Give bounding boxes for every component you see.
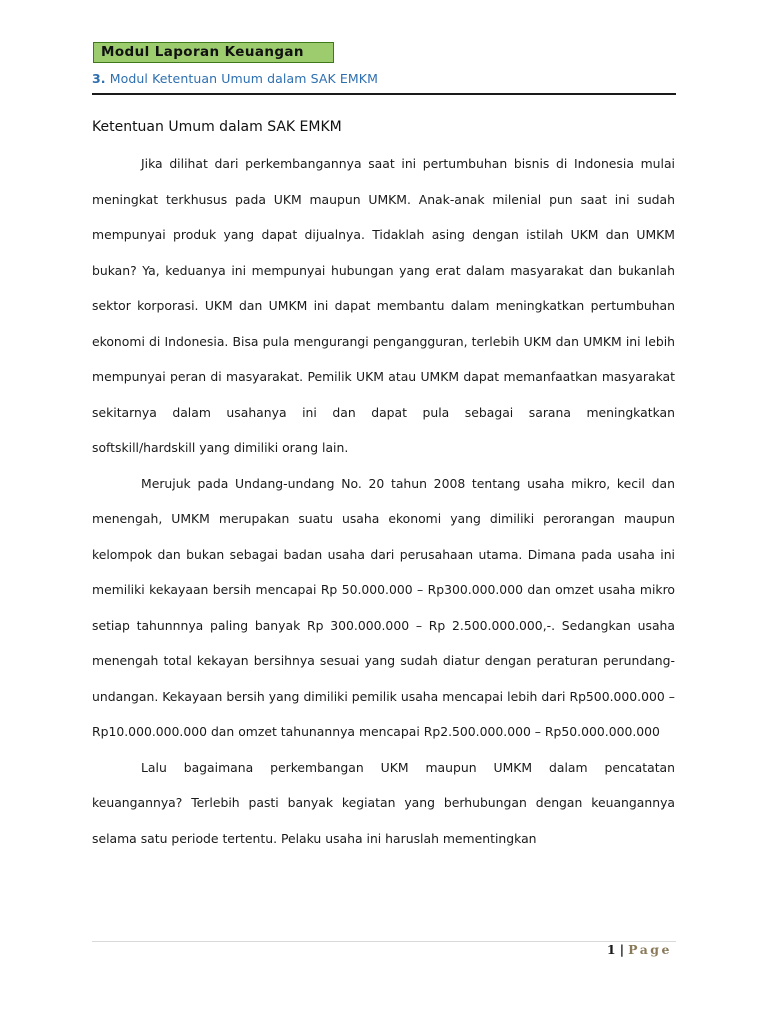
footer-divider <box>92 941 676 942</box>
paragraph: Merujuk pada Undang-undang No. 20 tahun 2008 tentang usaha mikro, kecil dan menengah, UMKM merupakan suatu usaha ekonomi yang dimiliki perorangan maupun kelompok dan bukan sebagai badan usaha dari perusahaan utama. Dimana pada usaha ini memiliki kekayaan bersih mencapai Rp 50.000.000 – Rp300.000.000 dan omzet usaha mikro setiap tahunnnya paling banyak Rp 300.000.000 – Rp 2.500.000.000,-. Sedangkan usaha menengah total kekayan bersihnya sesuai yang sudah diatur dengan peraturan perundang-undangan. Kekayaan bersih yang dimiliki pemilik usaha mencapai lebih dari Rp500.000.000 – Rp10.000.000.000 dan omzet tahunannya mencapai Rp2.500.000.000 – Rp50.000.000.000 <box>92 475 675 739</box>
page-footer <box>607 942 672 957</box>
page-number: 1 <box>606 942 616 957</box>
page-label: Page <box>628 942 672 957</box>
section-heading: Ketentuan Umum dalam SAK EMKM <box>92 119 342 135</box>
paragraph: Lalu bagaimana perkembangan UKM maupun UMKM dalam pencatatan keuangannya? Terlebih pasti banyak kegiatan yang berhubungan dengan keuangannya selama satu periode tertentu. Pelaku usaha ini haruslah mementingkan <box>92 759 675 846</box>
body-text <box>92 146 675 856</box>
section-title: Modul Ketentuan Umum dalam SAK EMKM <box>109 71 378 86</box>
module-title-tab: Modul Laporan Keuangan <box>93 42 334 63</box>
section-number: 3. <box>92 71 106 86</box>
paragraph: Jika dilihat dari perkembangannya saat ini pertumbuhan bisnis di Indonesia mulai meningkat terkhusus pada UKM maupun UMKM. Anak-anak milenial pun saat ini sudah mempunyai produk yang dapat dijualnya. Tidaklah asing dengan istilah UKM dan UMKM bukan? Ya, keduanya ini mempunyai hubungan yang erat dalam masyarakat dan bukanlah sektor korporasi. UKM dan UMKM ini dapat membantu dalam meningkatkan pertumbuhan ekonomi di Indonesia. Bisa pula mengurangi pengangguran, terlebih UKM dan UMKM ini lebih mempunyai peran di masyarakat. Pemilik UKM atau UMKM dapat memanfaatkan masyarakat sekitarnya dalam usahanya ini dan dapat pula sebagai sarana meningkatkan softskill/hardskill yang dimiliki orang lain. <box>92 156 675 455</box>
section-subtitle <box>92 71 378 86</box>
header-divider <box>92 93 676 95</box>
page-separator: | <box>619 942 625 957</box>
